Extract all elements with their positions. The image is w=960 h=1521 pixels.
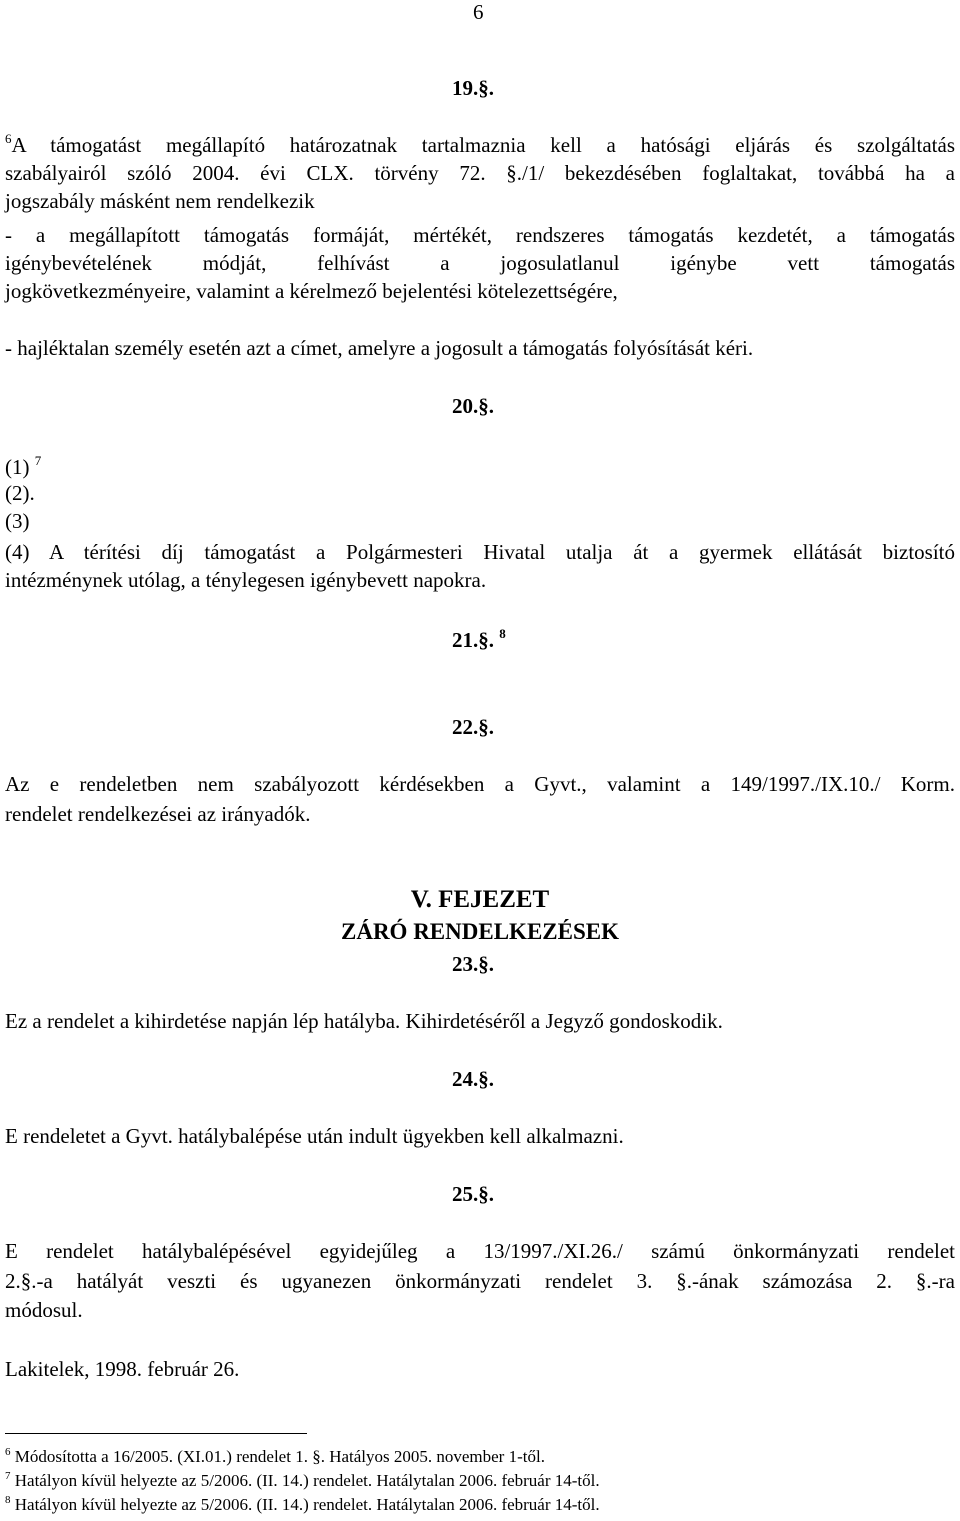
section-23-heading: 23.§. <box>452 952 494 976</box>
section-25-heading: 25.§. <box>452 1182 494 1206</box>
paragraph-line: jogszabály másként nem rendelkezik <box>5 189 315 213</box>
paragraph-line: 2.§.-a hatályát veszti és ugyanezen önkormányzati rendelet 3. §.-ának számozása 2. §.-ra <box>5 1269 955 1293</box>
paragraph-line: - hajléktalan személy esetén azt a címet, amelyre a jogosult a támogatás folyósítását kéri. <box>5 336 754 360</box>
page-number: 6 <box>473 0 484 24</box>
paragraph-line: E rendeletet a Gyvt. hatálybalépése után indult ügyekben kell alkalmazni. <box>5 1124 624 1148</box>
paragraph-line: Ez a rendelet a kihirdetése napján lép hatályba. Kihirdetéséről a Jegyző gondoskodik. <box>5 1009 723 1033</box>
footnote-separator <box>5 1433 307 1434</box>
paragraph-line: (4) A térítési díj támogatást a Polgármesteri Hivatal utalja át a gyermek ellátását biztosító <box>5 540 955 564</box>
section-20-heading: 20.§. <box>452 394 494 418</box>
section-24-heading: 24.§. <box>452 1067 494 1091</box>
paragraph-line: módosul. <box>5 1298 83 1322</box>
subsection-3: (3) <box>5 509 30 533</box>
section-21-heading: 21.§. $^8$ <box>452 626 506 652</box>
paragraph-line: rendelet rendelkezései az irányadók. <box>5 802 311 826</box>
footnote: $^8$ Hatályon kívül helyezte az 5/2006. (II. 14.) rendelet. Hatálytalan 2006. február 14-től. <box>5 1494 600 1514</box>
chapter-subtitle: ZÁRÓ RENDELKEZÉSEK <box>341 919 619 944</box>
footnote-ref: 8 <box>499 626 506 641</box>
place-date: Lakitelek, 1998. február 26. <box>5 1357 240 1381</box>
footnote-ref: 6 <box>5 131 12 146</box>
footnote-ref: 7 <box>34 453 42 468</box>
subsection-1: (1) $^7$ <box>5 453 42 479</box>
paragraph-line: szabályairól szóló 2004. évi CLX. törvény 72. §./1/ bekezdésében foglaltakat, továbbá ha a <box>5 161 955 185</box>
paragraph-line: jogkövetkezményeire, valamint a kérelmező bejelentési kötelezettségére, <box>5 279 618 303</box>
paragraph-line: Az e rendeletben nem szabályozott kérdésekben a Gyvt., valamint a 149/1997./IX.10./ Korm. <box>5 772 955 796</box>
paragraph-line: E rendelet hatálybalépésével egyidejűleg a 13/1997./XI.26./ számú önkormányzati rendelet <box>5 1239 955 1263</box>
footnote: $^6$ Módosította a 16/2005. (XI.01.) rendelet 1. §. Hatályos 2005. november 1-től. <box>5 1446 545 1466</box>
paragraph-line: intézménynek utólag, a ténylegesen igénybevett napokra. <box>5 568 487 592</box>
section-19-heading: 19.§. <box>452 76 494 100</box>
footnote: $^7$ Hatályon kívül helyezte az 5/2006. (II. 14.) rendelet. Hatálytalan 2006. február 14-től. <box>5 1470 600 1490</box>
chapter-title: V. FEJEZET <box>410 886 550 913</box>
paragraph-line: $^6$A támogatást megállapító határozatnak tartalmaznia kell a hatósági eljárás és szolgáltatás <box>5 131 955 157</box>
subsection-2: (2). <box>5 481 35 505</box>
section-22-heading: 22.§. <box>452 715 494 739</box>
paragraph-line: - a megállapított támogatás formáját, mértékét, rendszeres támogatás kezdetét, a támogatás <box>5 223 955 247</box>
paragraph-line: igénybevételének módját, felhívást a jogosulatlanul igénybe vett támogatás <box>5 251 955 275</box>
